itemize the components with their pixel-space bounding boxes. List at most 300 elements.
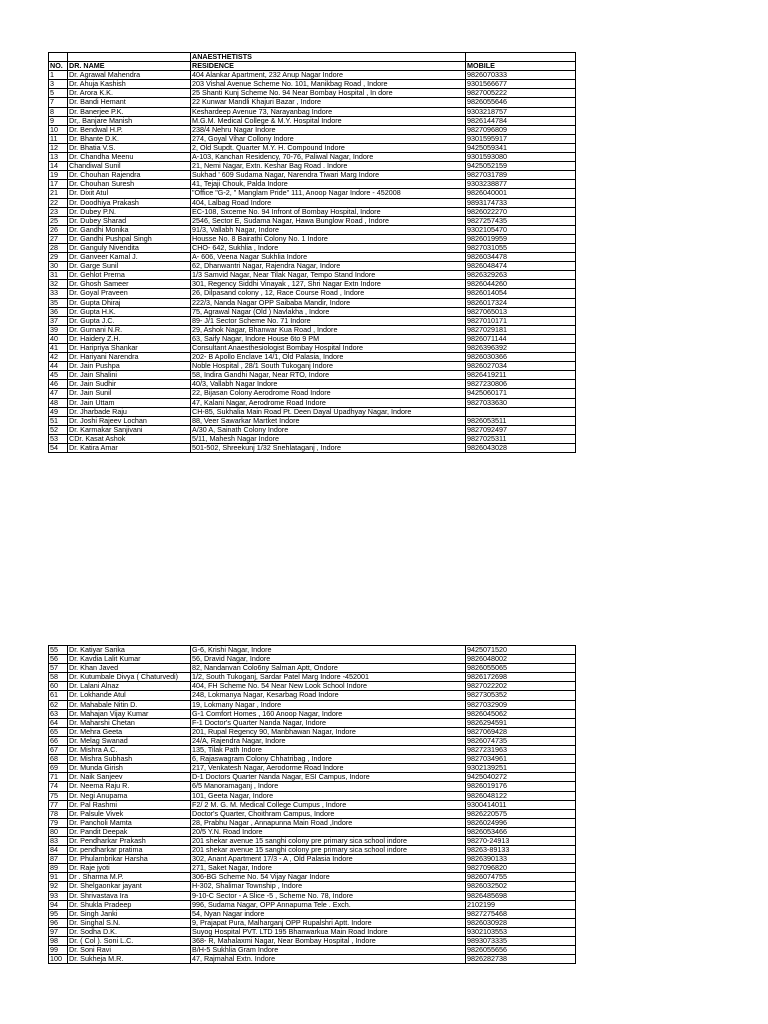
doctor-name-cell: Dr. Jain Shalini: [68, 371, 191, 380]
residence-cell: G-6, Krishi Nagar, Indore: [191, 646, 466, 655]
table-row: [49, 664, 576, 673]
table-row: [49, 125, 576, 134]
row-number-cell: 53: [49, 434, 68, 443]
row-number-cell: 7: [49, 98, 68, 107]
doctor-name-cell: Dr. Khan Javed: [68, 664, 191, 673]
residence-cell: 41, Tejaji Chouk, Palda Indore: [191, 180, 466, 189]
table-row: [49, 80, 576, 89]
table-row: [49, 955, 576, 964]
table-row: [49, 280, 576, 289]
mobile-cell: 9827305352: [466, 691, 576, 700]
row-number-cell: 55: [49, 646, 68, 655]
mobile-cell: 9425071520: [466, 646, 576, 655]
mobile-cell: 9826294591: [466, 718, 576, 727]
doctor-name-cell: Dr. Kavdia Lalit Kumar: [68, 655, 191, 664]
doctor-name-cell: Dr. Negi Anupama: [68, 791, 191, 800]
row-number-cell: 46: [49, 380, 68, 389]
residence-cell: 248, Lokmanya Nagar, Kesarbag Road Indore: [191, 691, 466, 700]
table-row: [49, 171, 576, 180]
doctor-name-cell: Dr. Jain Uttam: [68, 398, 191, 407]
table-row: [49, 755, 576, 764]
table-row: [49, 855, 576, 864]
doctor-name-cell: Dr. Sodha D.K.: [68, 927, 191, 936]
doctor-name-cell: Dr. Jain Sunil: [68, 389, 191, 398]
mobile-cell: 9827096820: [466, 864, 576, 873]
residence-cell: F2/ 2 M. G. M. Medical College Cumpus , Indore: [191, 800, 466, 809]
table-row: [49, 425, 576, 434]
doctor-name-cell: Dr. Gandhi Monika: [68, 225, 191, 234]
mobile-cell: 9826030366: [466, 353, 576, 362]
row-number-cell: 97: [49, 927, 68, 936]
row-number-cell: 69: [49, 764, 68, 773]
table-row: [49, 655, 576, 664]
doctor-name-cell: Dr. Pal Rashmi: [68, 800, 191, 809]
table-row: [49, 846, 576, 855]
row-number-cell: 14: [49, 162, 68, 171]
residence-cell: 501-502, Shreekunj 1/32 Snehlataganj , Indore: [191, 444, 466, 453]
doctor-name-cell: Dr. ( Col ). Soni L.C.: [68, 937, 191, 946]
residence-cell: 238/4 Nehru Nagar Indore: [191, 125, 466, 134]
row-number-cell: 56: [49, 655, 68, 664]
doctor-name-cell: Dr. Goyal Praveen: [68, 289, 191, 298]
residence-cell: 201 shekar avenue 15 sanghi colony pre primary sica school indore: [191, 836, 466, 845]
row-number-cell: 42: [49, 353, 68, 362]
mobile-cell: 2102199: [466, 900, 576, 909]
residence-cell: 22 Kunwar Mandli Khajuri Bazar , Indore: [191, 98, 466, 107]
row-number-cell: 30: [49, 262, 68, 271]
mobile-cell: 9826030928: [466, 918, 576, 927]
residence-cell: 306-BG Scheme No. 54 Vijay Nagar Indore: [191, 873, 466, 882]
mobile-cell: 9826019959: [466, 234, 576, 243]
doctor-name-cell: Dr. Shelgaonkar jayant: [68, 882, 191, 891]
doctor-name-cell: Dr. Bhante D.K.: [68, 134, 191, 143]
row-number-cell: 60: [49, 682, 68, 691]
doctor-name-cell: Dr. Haripriya Shankar: [68, 344, 191, 353]
doctor-name-cell: Dr. Palsule Vivek: [68, 809, 191, 818]
doctor-name-cell: Dr. Shrivastava Ira: [68, 891, 191, 900]
doctor-name-cell: Dr. Hariyani Narendra: [68, 353, 191, 362]
doctor-name-cell: Dr. pendharkar pratima: [68, 846, 191, 855]
residence-cell: CHO- 642, Sukhlia , Indore: [191, 243, 466, 252]
mobile-cell: 9826070333: [466, 71, 576, 80]
table-row: [49, 207, 576, 216]
residence-cell: 201 shekar avenue 15 sanghi colony pre primary sica school indore: [191, 846, 466, 855]
doctor-name-cell: Dr. Jharbade Raju: [68, 407, 191, 416]
mobile-cell: 9827031789: [466, 171, 576, 180]
doctor-name-cell: Chandiwal Sunil: [68, 162, 191, 171]
table-row: [49, 380, 576, 389]
table-row: [49, 416, 576, 425]
mobile-cell: 9425040272: [466, 773, 576, 782]
row-number-cell: 66: [49, 736, 68, 745]
row-number-cell: 80: [49, 827, 68, 836]
doctor-name-cell: Dr. Gurnani N.R.: [68, 325, 191, 334]
doctor-name-cell: Dr. Mahajan Vijay Kumar: [68, 709, 191, 718]
residence-cell: Keshardeep Avenue 73, Narayanbag Indore: [191, 107, 466, 116]
table-row: [49, 107, 576, 116]
row-number-cell: 31: [49, 271, 68, 280]
mobile-cell: 9425052159: [466, 162, 576, 171]
table-row: [49, 253, 576, 262]
mobile-cell: 9826040001: [466, 189, 576, 198]
doctor-name-cell: Dr. Ahuja Kashish: [68, 80, 191, 89]
mobile-cell: 9826043028: [466, 444, 576, 453]
residence-cell: 28, Prabhu Nagar , Annapunna Main Road ,Indore: [191, 818, 466, 827]
doctor-name-cell: Dr. Gupta J.C.: [68, 316, 191, 325]
mobile-cell: 9893073335: [466, 937, 576, 946]
row-number-cell: 77: [49, 800, 68, 809]
row-number-cell: 29: [49, 253, 68, 262]
mobile-cell: 9827257435: [466, 216, 576, 225]
table-row: [49, 946, 576, 955]
table-row: [49, 773, 576, 782]
residence-cell: 21, Nemi Nagar, Extn. Keshar Bag Road . Indore: [191, 162, 466, 171]
residence-cell: 25 Shanti Kunj Scheme No. 94 Near Bombay Hospital , In dore: [191, 89, 466, 98]
row-number-cell: 45: [49, 371, 68, 380]
table-row: [49, 709, 576, 718]
residence-cell: 222/3, Nanda Nagar OPP Saibaba Mandir, Indore: [191, 298, 466, 307]
doctor-name-cell: Dr. Neema Raju R.: [68, 782, 191, 791]
mobile-cell: 9827092497: [466, 425, 576, 434]
row-number-cell: 98: [49, 937, 68, 946]
residence-cell: 54, Nyan Nagar indore: [191, 909, 466, 918]
doctor-name-cell: Dr. Dubey Sharad: [68, 216, 191, 225]
doctor-name-cell: Dr. Ganveer Kamal J.: [68, 253, 191, 262]
table-row: [49, 800, 576, 809]
mobile-cell: [466, 407, 576, 416]
residence-cell: 89- J/1 Sector Scheme No. 71 Indore: [191, 316, 466, 325]
residence-cell: 58, Indira Gandhi Nagar, Near RTO, Indore: [191, 371, 466, 380]
mobile-cell: 9302105470: [466, 225, 576, 234]
row-number-cell: 33: [49, 289, 68, 298]
table-row: [49, 198, 576, 207]
table-header-row: [49, 62, 576, 71]
mobile-cell: 9827096809: [466, 125, 576, 134]
table-row: [49, 891, 576, 900]
mobile-cell: 9826053466: [466, 827, 576, 836]
doctor-name-cell: Dr. Haidery Z.H.: [68, 334, 191, 343]
table-row: [49, 225, 576, 234]
mobile-cell: 9826032502: [466, 882, 576, 891]
residence-cell: 6/5 Manoramaganj , Indore: [191, 782, 466, 791]
mobile-cell: 9827022202: [466, 682, 576, 691]
row-number-cell: 1: [49, 71, 68, 80]
table-row: [49, 809, 576, 818]
mobile-cell: 9826282738: [466, 955, 576, 964]
doctor-name-cell: Dr. Jain Pushpa: [68, 362, 191, 371]
table-row: [49, 71, 576, 80]
doctor-name-cell: Dr. Ghosh Sameer: [68, 280, 191, 289]
residence-cell: 5/11, Mahesh Nagar Indore: [191, 434, 466, 443]
row-number-cell: 67: [49, 746, 68, 755]
table-row: [49, 180, 576, 189]
doctor-name-cell: Dr. Ganguly Nivendita: [68, 243, 191, 252]
mobile-cell: 9826048122: [466, 791, 576, 800]
residence-cell: Housse No. 8 Bairathi Colony No. 1 Indore: [191, 234, 466, 243]
residence-cell: 88, Veer Sawarkar Martket Indore: [191, 416, 466, 425]
table-row: [49, 389, 576, 398]
mobile-cell: 9827025311: [466, 434, 576, 443]
residence-cell: A/30 A, Sainath Colony Indore: [191, 425, 466, 434]
row-number-cell: 19: [49, 171, 68, 180]
residence-cell: Noble Hospital , 28/1 South Tukoganj Indore: [191, 362, 466, 371]
mobile-cell: 9826220575: [466, 809, 576, 818]
doctor-name-cell: Dr. Pandit Deepak: [68, 827, 191, 836]
row-number-cell: 95: [49, 909, 68, 918]
row-number-cell: 71: [49, 773, 68, 782]
table-row: [49, 316, 576, 325]
mobile-cell: 9826055065: [466, 664, 576, 673]
residence-cell: 9-10-C Sector - A Slice -5 , Scheme No. 78, Indore: [191, 891, 466, 900]
table-row: [49, 398, 576, 407]
doctor-name-cell: Dr. Phulambrikar Harsha: [68, 855, 191, 864]
row-number-cell: 99: [49, 946, 68, 955]
mobile-cell: 9827275468: [466, 909, 576, 918]
anaesthetists-table-bottom: [48, 645, 576, 964]
table-row: [49, 134, 576, 143]
residence-cell: 996, Sudama Nagar, OPP Annapurna Tele . Exch.: [191, 900, 466, 909]
table-row: [49, 407, 576, 416]
residence-cell: D-1 Doctors Quarter Nanda Nagar, ESI Campus, Indore: [191, 773, 466, 782]
doctor-name-cell: Dr. Gandhi Pushpal Singh: [68, 234, 191, 243]
doctor-name-cell: Dr. Doodhiya Prakash: [68, 198, 191, 207]
doctor-name-cell: Dr. Gehlot Prerna: [68, 271, 191, 280]
mobile-cell: 9826017324: [466, 298, 576, 307]
residence-cell: 101, Geeta Nagar, Indore: [191, 791, 466, 800]
mobile-cell: 9827069428: [466, 727, 576, 736]
doctor-name-cell: Dr. Singhal S.N.: [68, 918, 191, 927]
mobile-cell: 9827230806: [466, 380, 576, 389]
mobile-cell: 9826419211: [466, 371, 576, 380]
table-row: [49, 98, 576, 107]
table-row: [49, 162, 576, 171]
doctor-name-cell: Dr. Mahabale Nitin D.: [68, 700, 191, 709]
table-row: [49, 116, 576, 125]
row-number-cell: 5: [49, 89, 68, 98]
doctor-name-cell: Dr. Karmakar Sanjivani: [68, 425, 191, 434]
row-number-cell: 27: [49, 234, 68, 243]
doctor-name-cell: Dr,. Banjare Manish: [68, 116, 191, 125]
mobile-cell: 9893174733: [466, 198, 576, 207]
residence-cell: 47, Rajmahal Extn. Indore: [191, 955, 466, 964]
row-number-cell: 54: [49, 444, 68, 453]
residence-cell: 6, Rajaswagram Colony Chhatribag , Indore: [191, 755, 466, 764]
table-row: [49, 791, 576, 800]
row-number-cell: 83: [49, 836, 68, 845]
doctor-name-cell: Dr. Chouhan Suresh: [68, 180, 191, 189]
row-number-cell: 92: [49, 882, 68, 891]
table-row: [49, 371, 576, 380]
table-row: [49, 782, 576, 791]
row-number-cell: 52: [49, 425, 68, 434]
column-header-no: NO.: [49, 62, 68, 71]
table-row: [49, 234, 576, 243]
mobile-cell: 9827031055: [466, 243, 576, 252]
residence-cell: Suyog Hospital PVT. LTD 195 Bhanwarkua Main Road Indore: [191, 927, 466, 936]
residence-cell: 91/3, Vallabh Nagar, Indore: [191, 225, 466, 234]
table-row: [49, 353, 576, 362]
doctor-name-cell: Dr . Sharma M.P.: [68, 873, 191, 882]
residence-cell: 271, Saket Nagar, Indore: [191, 864, 466, 873]
mobile-cell: 9827010171: [466, 316, 576, 325]
doctor-name-cell: Dr. Soni Ravi: [68, 946, 191, 955]
row-number-cell: 91: [49, 873, 68, 882]
column-header-residence: RESIDENCE: [191, 62, 466, 71]
residence-cell: 135, Tilak Path Indore: [191, 746, 466, 755]
row-number-cell: 93: [49, 891, 68, 900]
residence-cell: 202- B Apollo Enclave 14/1, Old Palasia, Indore: [191, 353, 466, 362]
doctor-name-cell: Dr. Katira Amar: [68, 444, 191, 453]
table-row: [49, 909, 576, 918]
row-number-cell: 39: [49, 325, 68, 334]
mobile-cell: 9826055656: [466, 946, 576, 955]
residence-cell: 217, Venkatesh Nagar, Aerodorme Road Indore: [191, 764, 466, 773]
row-number-cell: 40: [49, 334, 68, 343]
table-row: [49, 262, 576, 271]
mobile-cell: 9826034478: [466, 253, 576, 262]
column-header-name: DR. NAME: [68, 62, 191, 71]
residence-cell: 301, Regency Siddhi Vinayak , 127, Shri Nagar Extn Indore: [191, 280, 466, 289]
mobile-cell: 9826074735: [466, 736, 576, 745]
residence-cell: 2546, Sector E, Sudama Nagar, Hawa Bunglow Road , Indore: [191, 216, 466, 225]
doctor-name-cell: Dr. Chouhan Rajendra: [68, 171, 191, 180]
doctor-name-cell: Dr. Agrawal Mahendra: [68, 71, 191, 80]
doctor-name-cell: Dr. Bendwal H.P.: [68, 125, 191, 134]
doctor-name-cell: Dr. Gupta Dhiraj: [68, 298, 191, 307]
mobile-cell: 9826048474: [466, 262, 576, 271]
row-number-cell: 35: [49, 298, 68, 307]
row-number-cell: 47: [49, 389, 68, 398]
mobile-cell: 9826071144: [466, 334, 576, 343]
residence-cell: 63, Saify Nagar, Indore House 6to 9 PM: [191, 334, 466, 343]
mobile-cell: 9301566677: [466, 80, 576, 89]
table-row: [49, 873, 576, 882]
residence-cell: 203 Vishal Avenue Scheme No. 101, Manikbag Road , Indore: [191, 80, 466, 89]
residence-cell: 56, Dravid Nagar, Indore: [191, 655, 466, 664]
residence-cell: 274, Goyal Vihar Collony Indore: [191, 134, 466, 143]
table-row: [49, 864, 576, 873]
table-row: [49, 827, 576, 836]
doctor-name-cell: Dr. Garge Sunil: [68, 262, 191, 271]
residence-cell: 26, Dilpasand colony , 12, Race Course Road , Indore: [191, 289, 466, 298]
table-row: [49, 271, 576, 280]
mobile-cell: 9826044260: [466, 280, 576, 289]
residence-cell: 40/3, Vallabh Nagar Indore: [191, 380, 466, 389]
doctor-name-cell: Dr. Bhatia V.S.: [68, 143, 191, 152]
doctor-name-cell: Dr. Bandi Hemant: [68, 98, 191, 107]
mobile-cell: 9826024996: [466, 818, 576, 827]
row-number-cell: 62: [49, 700, 68, 709]
table-row: [49, 307, 576, 316]
table-row: [49, 143, 576, 152]
mobile-cell: 9826045062: [466, 709, 576, 718]
mobile-cell: 9826053511: [466, 416, 576, 425]
column-header-mobile: MOBILE: [466, 62, 576, 71]
row-number-cell: 68: [49, 755, 68, 764]
residence-cell: 404, Lalbag Road Indore: [191, 198, 466, 207]
table-row: [49, 334, 576, 343]
table-title-row: [49, 53, 576, 62]
mobile-cell: 9826027034: [466, 362, 576, 371]
residence-cell: Sukhad ' 609 Sudama Nagar, Narendra Tiwari Marg Indore: [191, 171, 466, 180]
row-number-cell: 87: [49, 855, 68, 864]
mobile-cell: 9303238877: [466, 180, 576, 189]
row-number-cell: 23: [49, 207, 68, 216]
row-number-cell: 10: [49, 125, 68, 134]
table-row: [49, 673, 576, 682]
doctor-name-cell: Dr. Dixit Atul: [68, 189, 191, 198]
row-number-cell: 21: [49, 189, 68, 198]
doctor-name-cell: Dr. Banerjee P.K.: [68, 107, 191, 116]
mobile-cell: 9826396392: [466, 344, 576, 353]
residence-cell: 82, Nandanvan Colo6ny Salman Aptt, Ondore: [191, 664, 466, 673]
row-number-cell: 94: [49, 900, 68, 909]
table-row: [49, 325, 576, 334]
row-number-cell: 79: [49, 818, 68, 827]
residence-cell: 1/2, South Tukoganj, Sardar Patel Marg Indore -452001: [191, 673, 466, 682]
doctor-name-cell: Dr. Dubey P.N.: [68, 207, 191, 216]
residence-cell: 29, Ashok Nagar, Bhanwar Kua Road , Indore: [191, 325, 466, 334]
mobile-cell: 9303218757: [466, 107, 576, 116]
mobile-cell: 9827231963: [466, 746, 576, 755]
table-row: [49, 718, 576, 727]
mobile-cell: 98270-24913: [466, 836, 576, 845]
residence-cell: Consultant Anaesthesiologist Bombay Hospital Indore: [191, 344, 466, 353]
doctor-name-cell: Dr. Chandha Meenu: [68, 153, 191, 162]
table-row: [49, 89, 576, 98]
residence-cell: 404, FH Scheme No. 54 Near New Look School Indore: [191, 682, 466, 691]
table-row: [49, 937, 576, 946]
row-number-cell: 63: [49, 709, 68, 718]
table-row: [49, 818, 576, 827]
row-number-cell: 89: [49, 864, 68, 873]
row-number-cell: 65: [49, 727, 68, 736]
doctor-name-cell: Dr. Joshi Rajeev Lochan: [68, 416, 191, 425]
row-number-cell: 9: [49, 116, 68, 125]
doctor-name-cell: Dr. Melag Swanad: [68, 736, 191, 745]
doctor-name-cell: Dr. Katiyar Sarika: [68, 646, 191, 655]
doctor-name-cell: Dr. Pendharkar Prakash: [68, 836, 191, 845]
table-row: [49, 736, 576, 745]
doctor-name-cell: Dr. Lalani Alnaz: [68, 682, 191, 691]
mobile-cell: 9826329263: [466, 271, 576, 280]
row-number-cell: 49: [49, 407, 68, 416]
table-row: [49, 444, 576, 453]
row-number-cell: 51: [49, 416, 68, 425]
doctor-name-cell: Dr. Jain Sudhir: [68, 380, 191, 389]
residence-cell: 404 Alankar Apartment, 232 Anup Nagar Indore: [191, 71, 466, 80]
table-row: [49, 836, 576, 845]
residence-cell: B/H-5 Sukhlia Gram Indore: [191, 946, 466, 955]
table-row: [49, 434, 576, 443]
residence-cell: A- 606, Veena Nagar Sukhlia Indore: [191, 253, 466, 262]
table-row: [49, 298, 576, 307]
mobile-cell: 9826019176: [466, 782, 576, 791]
table-row: [49, 927, 576, 936]
doctor-name-cell: Dr. Shukla Pradeep: [68, 900, 191, 909]
doctor-name-cell: Dr. Singh Janki: [68, 909, 191, 918]
mobile-cell: 9827032909: [466, 700, 576, 709]
mobile-cell: 9826485698: [466, 891, 576, 900]
residence-cell: 22, Bijasan Colony Aerodrome Road Indore: [191, 389, 466, 398]
row-number-cell: 58: [49, 673, 68, 682]
row-number-cell: 13: [49, 153, 68, 162]
mobile-cell: 9300414011: [466, 800, 576, 809]
mobile-cell: 9301593080: [466, 153, 576, 162]
doctor-name-cell: Dr. Kutumbale Divya ( Chaturvedi): [68, 673, 191, 682]
table-title: ANAESTHETISTS: [191, 53, 466, 62]
residence-cell: 19, Lokmany Nagar , Indore: [191, 700, 466, 709]
